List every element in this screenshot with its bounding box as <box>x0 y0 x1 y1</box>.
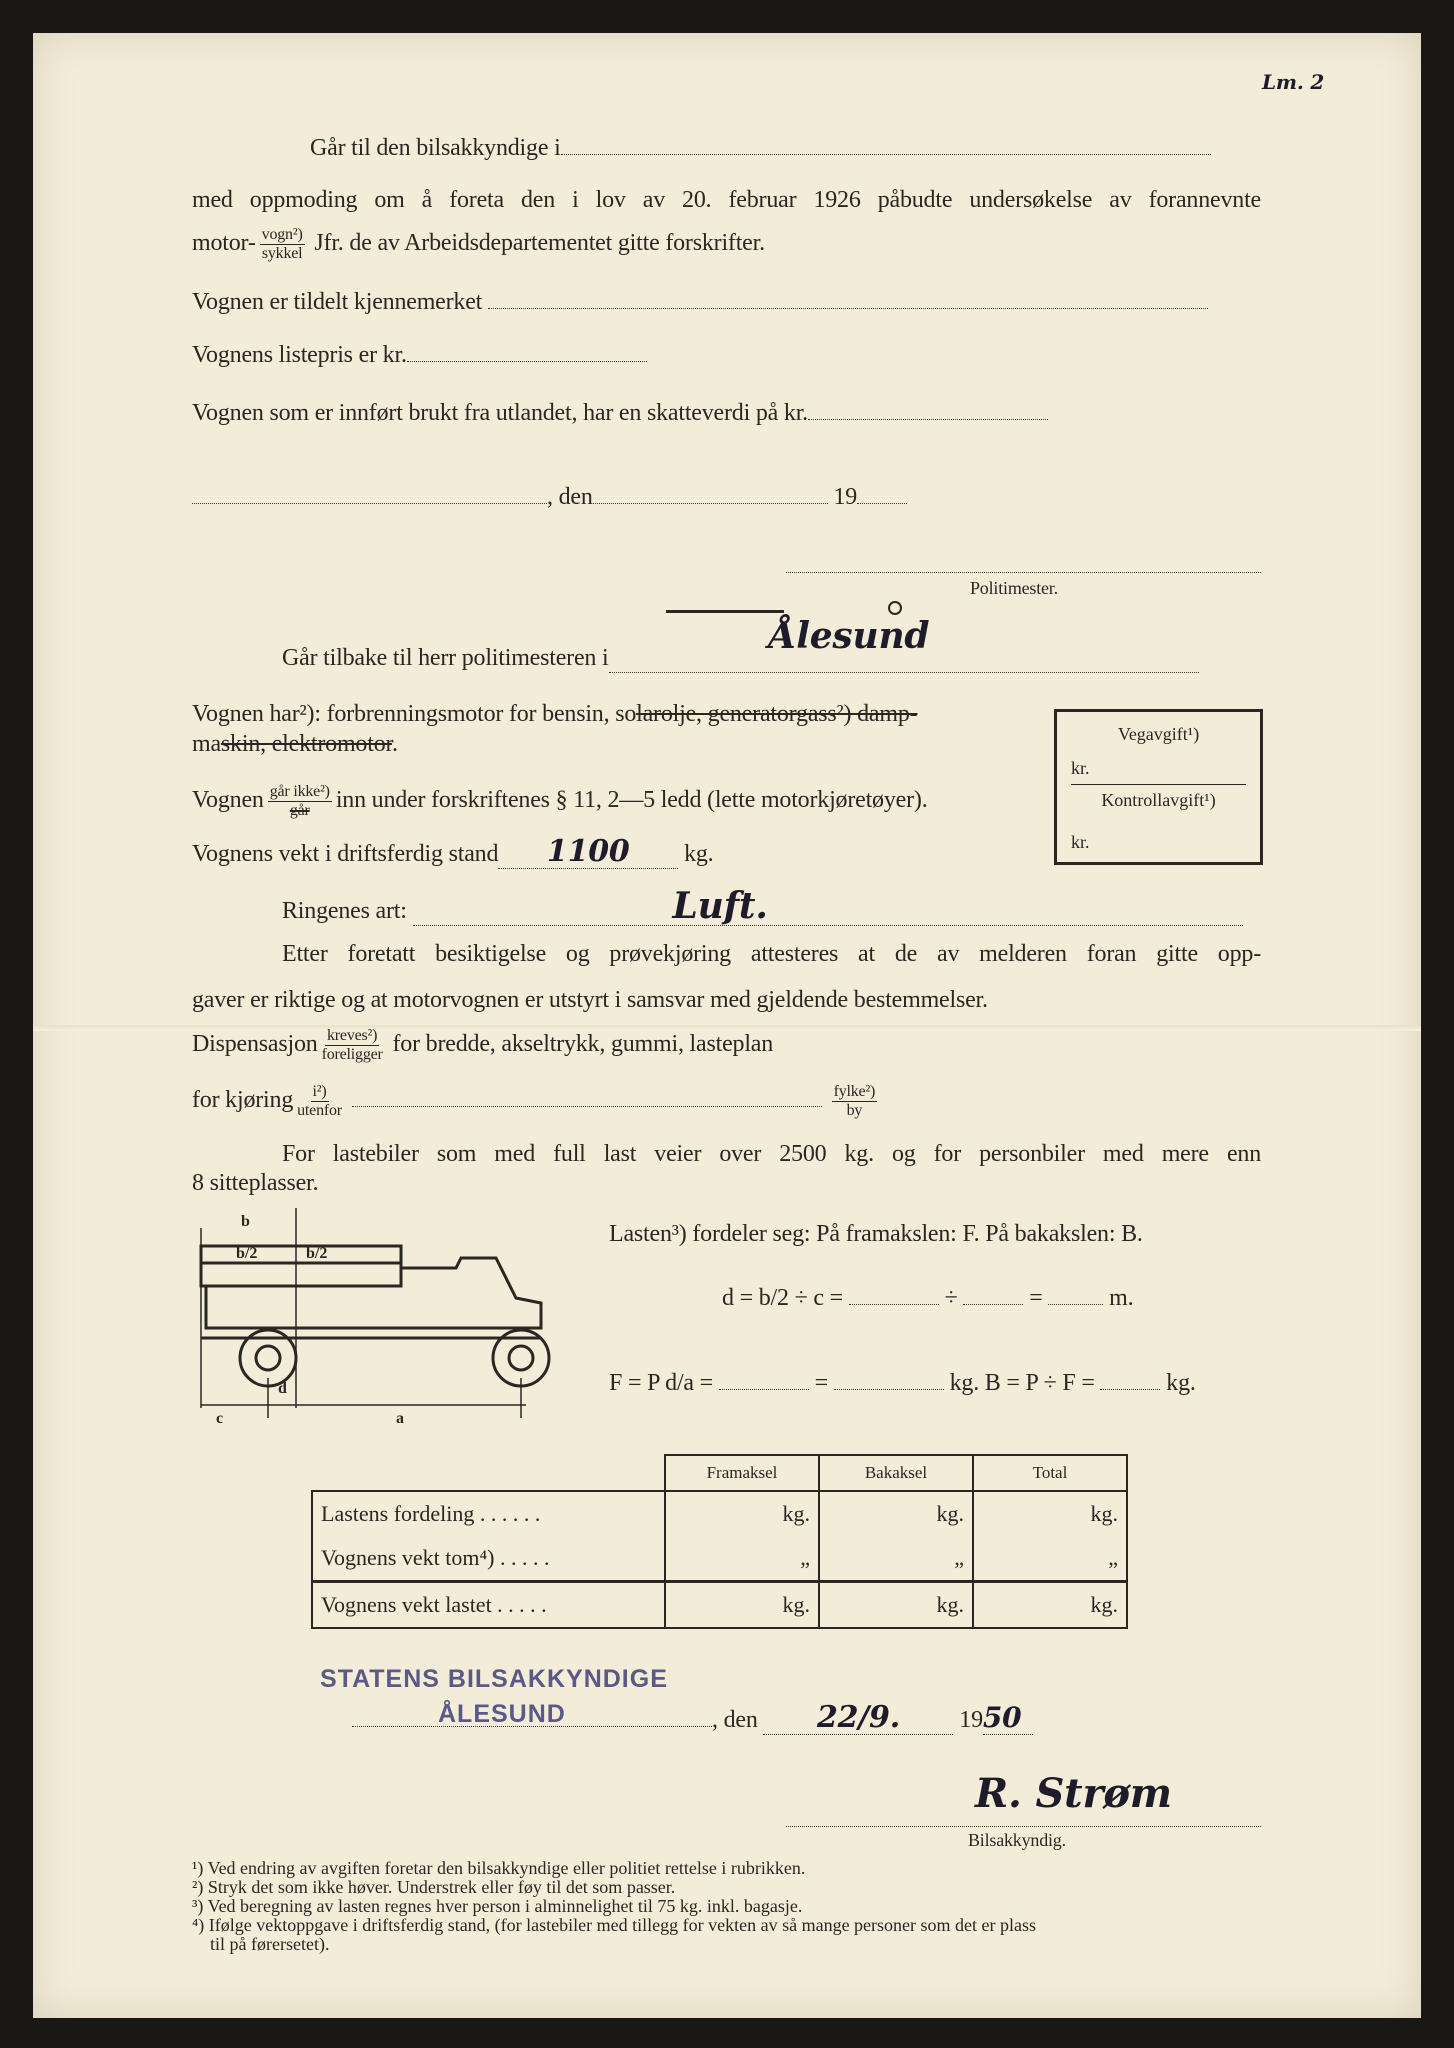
footnote-1: ¹) Ved endring av avgiften foretar den bilsakkyndige eller politiet rettelse i rubrikken. <box>192 1858 806 1878</box>
truck-rule-line1: For lastebiler som med full last veier over 2500 kg. og for personbiler med mere enn <box>282 1141 1261 1167</box>
table-cell: kg. <box>819 1582 973 1629</box>
table-cell: kg. <box>973 1491 1127 1536</box>
corner-note: Lm. 2 <box>1262 70 1325 94</box>
addressed-to: Går til den bilsakkyndige i <box>310 135 1211 162</box>
tyres-line: Ringenes art: Luft. <box>282 896 1243 926</box>
kontrollavgift-label: Kontrollavgift¹) <box>1101 790 1216 810</box>
driving-line: for kjøring $\frac{\text{i²)}}{\text{utenfor}}$ $\frac{\text{fylke²)}}{by}$ <box>192 1083 876 1119</box>
motor-kind-line2: maskin, elektromotor. <box>192 731 398 757</box>
truck-rule-line2: 8 sitteplasser. <box>192 1170 319 1196</box>
table-row <box>312 1536 1127 1582</box>
truck-label-d: d <box>278 1380 287 1397</box>
inspector-signature: R. Strøm <box>975 1770 1172 1817</box>
place-date-line: , den 19 <box>192 484 907 511</box>
inspector-signature-line <box>786 1826 1261 1827</box>
table-cell: kg. <box>665 1582 819 1629</box>
weight-table <box>311 1454 1128 1629</box>
fee-box <box>1054 709 1263 865</box>
tax-value: Vognen som er innført brukt fra utlandet, har en skatteverdi på kr. <box>192 400 1048 427</box>
truck-diagram <box>196 1208 568 1430</box>
table-cell: „ <box>973 1536 1127 1582</box>
table-cell: kg. <box>665 1491 819 1536</box>
footnote-3: ³) Ved beregning av lasten regnes hver person i alminnelighet til 75 kg. inkl. bagasje. <box>192 1896 803 1916</box>
weight-handwritten: 1100 <box>546 834 630 869</box>
table-header-row <box>312 1455 1127 1491</box>
load-distribution-text: Lasten³) fordeler seg: På framakslen: F. På bakakslen: B. <box>609 1221 1143 1247</box>
truck-label-c: c <box>216 1410 224 1427</box>
row-label: Lastens fordeling . . . . . . <box>312 1491 665 1536</box>
truck-label-a: a <box>396 1410 404 1427</box>
footnote-2: ²) Stryk det som ikke høver. Understrek eller føy til det som passer. <box>192 1877 676 1897</box>
table-row <box>312 1582 1127 1629</box>
inspector-title: Bilsakkyndig. <box>968 1830 1066 1850</box>
vegavgift-kr: kr. <box>1071 758 1090 778</box>
row-label: Vognens vekt lastet . . . . . <box>312 1582 665 1629</box>
f-formula: F = P d/a = = kg. B = P ÷ F = kg. <box>609 1370 1196 1396</box>
place-handwritten: Ålesund <box>768 615 930 657</box>
light-vehicle-line: Vognen $\frac{\text{går ikke²)}}{\text{går}}$ inn under forskriftenes § 11, 2—5 ledd (lette motorkjøretøyer). <box>192 783 928 819</box>
truck-label-b: b <box>241 1213 250 1230</box>
table-cell: kg. <box>819 1491 973 1536</box>
date-handwritten: 22/9. <box>816 1700 900 1735</box>
motor-kind-line1: Vognen har²): forbrenningsmotor for bensin, solarolje, generatorgass²) damp- <box>192 701 918 727</box>
section-divider <box>666 610 784 613</box>
row-label: Vognens vekt tom⁴) . . . . . <box>312 1536 665 1582</box>
table-cell: „ <box>819 1536 973 1582</box>
request-text: med oppmoding om å foreta den i lov av 20. februar 1926 påbudte undersøkelse av forannevnte <box>192 187 1261 213</box>
table-cell: „ <box>665 1536 819 1582</box>
truck-label-b2-right: b/2 <box>306 1245 328 1262</box>
police-signature-line <box>786 572 1261 573</box>
stamp-line1: STATENS BILSAKKYNDIGE <box>320 1665 668 1693</box>
table-header: Bakaksel <box>819 1455 973 1491</box>
signoff-date-line: , den 22/9. 1950 <box>352 1707 1033 1735</box>
vegavgift-label: Vegavgift¹) <box>1117 724 1200 744</box>
dispensation-line: Dispensasjon $\frac{\text{kreves²)}}{\text{foreligger}}$ for bredde, akseltrykk, gummi, lasteplan <box>192 1027 774 1063</box>
box-divider <box>1071 784 1246 785</box>
footnote-4-cont: til på førersetet). <box>210 1934 330 1954</box>
list-price: Vognens listepris er kr. <box>192 342 647 369</box>
table-row <box>312 1491 1127 1536</box>
weight-line: Vognens vekt i driftsferdig stand 1100 kg. <box>192 834 714 869</box>
motor-type: motor- $\frac{\text{vogn²)}}{\text{sykkel}}$ Jfr. de av Arbeidsdepartementet gitte forskrifter. <box>192 226 765 262</box>
kontrollavgift-kr: kr. <box>1071 832 1090 852</box>
truck-label-b2-left: b/2 <box>236 1245 258 1262</box>
d-formula: d = b/2 ÷ c = ÷ = m. <box>722 1285 1134 1311</box>
attestation-line2: gaver er riktige og at motorvognen er utstyrt i samsvar med gjeldende bestemmelser. <box>192 987 988 1013</box>
footnote-4: ⁴) Ifølge vektoppgave i driftsferdig stand, (for lastebiler med tillegg for vekten av så mange personer som det er plass <box>192 1915 1037 1935</box>
attestation-line1: Etter foretatt besiktigelse og prøvekjøring attesteres at de av melderen foran gitte opp- <box>282 941 1261 967</box>
table-cell: kg. <box>973 1582 1127 1629</box>
divider-circle <box>888 601 902 615</box>
tyres-handwritten: Luft. <box>672 885 768 927</box>
registration-mark: Vognen er tildelt kjennemerket <box>192 289 1208 316</box>
table-header <box>312 1455 665 1491</box>
return-to-police: Går tilbake til herr politimesteren i Ålesund <box>282 645 1199 673</box>
stamp-line2: ÅLESUND <box>438 1700 566 1728</box>
table-header: Total <box>973 1455 1127 1491</box>
politimester-label: Politimester. <box>970 578 1058 598</box>
year-handwritten: 50 <box>982 1701 1022 1734</box>
table-header: Framaksel <box>665 1455 819 1491</box>
